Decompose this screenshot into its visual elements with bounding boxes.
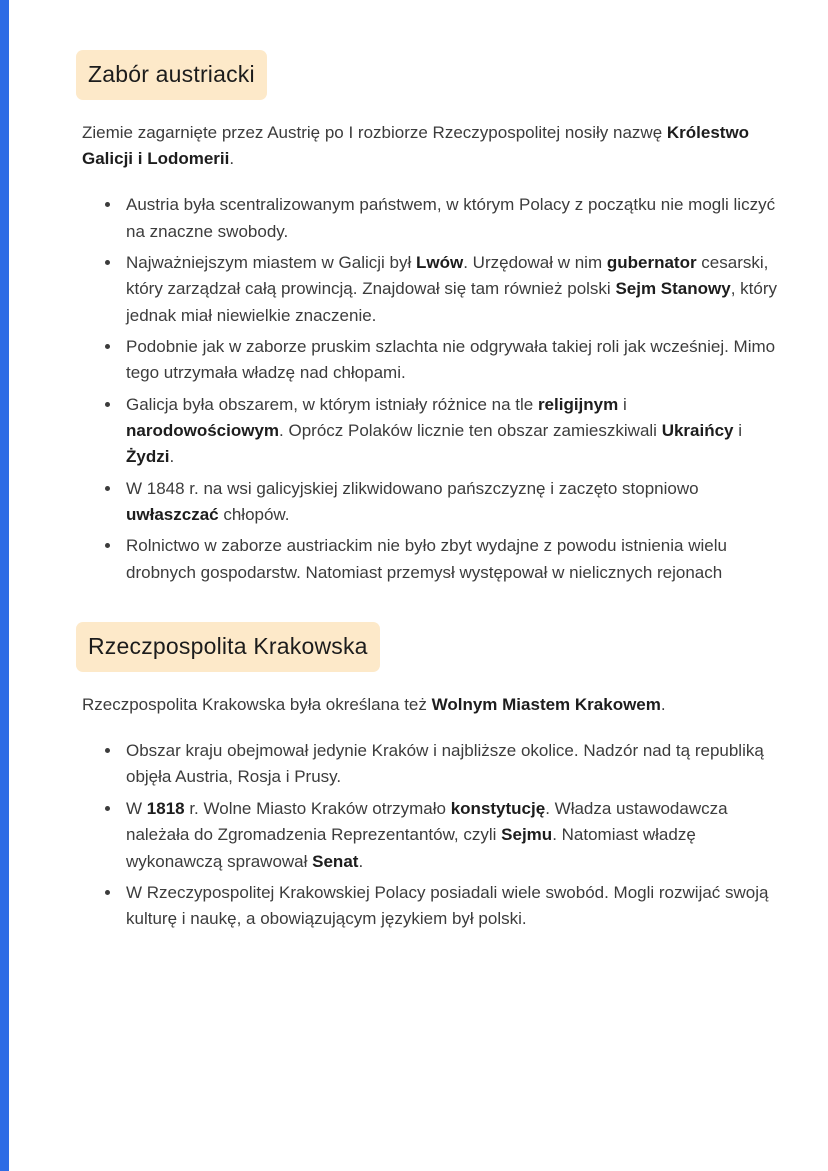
bullet-item <box>122 796 786 875</box>
text: W 1848 r. na wsi galicyjskiej zlikwidowano pańszczyznę i zaczęto stopniowo <box>126 478 699 498</box>
bullet-item <box>122 533 786 586</box>
section-rzeczpospolita-krakowska <box>76 622 786 932</box>
text: Ziemie zagarnięte przez Austrię po I rozbiorze Rzeczypospolitej nosiły nazwę <box>82 122 667 142</box>
section-heading-highlight: Zabór austriacki <box>76 50 267 100</box>
bold-text: konstytucję <box>450 798 546 818</box>
section-heading <box>76 622 786 672</box>
bold-text: Sejm Stanowy <box>615 279 731 299</box>
text: . Natomiast władzę wykonawczą sprawował <box>126 825 696 871</box>
bullet-item <box>122 880 786 933</box>
bullet-item <box>122 392 786 471</box>
section-intro <box>82 120 782 173</box>
bold-text: religijnym <box>537 394 619 414</box>
text: Rolnictwo w zaborze austriackim nie było zbyt wydajne z powodu istnienia wielu drobnych gospodarstw. Natomiast przemysł występował w nielicznych rejonach <box>126 536 727 582</box>
bold-text: narodowościowym <box>126 421 280 441</box>
bullet-list <box>106 738 786 932</box>
text: Galicja była obszarem, w którym istniały różnice na tle <box>126 394 538 414</box>
bullet-item <box>122 738 786 791</box>
left-accent-bar <box>0 0 9 1171</box>
text: Najważniejszym miastem w Galicji był <box>126 253 417 273</box>
bold-text: uwłaszczać <box>126 505 219 525</box>
text: . Oprócz Polaków licznie ten obszar zamieszkiwali <box>279 421 662 441</box>
text: Rzeczpospolita Krakowska była określana też <box>82 694 432 714</box>
bold-text: Żydzi <box>126 447 170 467</box>
text: Obszar kraju obejmował jedynie Kraków i najbliższe okolice. Nadzór nad tą republiką objęła Austria, Rosja i Prusy. <box>126 741 764 787</box>
bold-text: Ukraińcy <box>661 421 734 441</box>
text: Austria była scentralizowanym państwem, w którym Polacy z początku nie mogli liczyć na znaczne swobody. <box>126 195 776 241</box>
bold-text: Senat <box>312 851 359 871</box>
text: , który jednak miał niewielkie znaczenie. <box>126 279 777 325</box>
section-intro <box>82 692 782 718</box>
bold-text: Królestwo Galicji i Lodomerii <box>82 122 750 168</box>
bullet-item <box>122 250 786 329</box>
text: i <box>733 421 743 441</box>
bullet-item <box>122 476 786 529</box>
text: i <box>618 394 627 414</box>
section-heading <box>76 50 786 100</box>
bullet-list <box>106 192 786 586</box>
text: . Władza ustawodawcza należała do Zgromadzenia Reprezentantów, czyli <box>126 798 728 845</box>
bold-text: Lwów <box>416 253 464 273</box>
section-zabor-austriacki <box>76 50 786 586</box>
text: r. Wolne Miasto Kraków otrzymało <box>184 798 451 818</box>
bold-text: Wolnym Miastem Krakowem <box>431 694 661 714</box>
text: W <box>126 798 147 818</box>
text: . <box>358 851 364 871</box>
bold-text: gubernator <box>606 253 697 273</box>
bullet-item <box>122 334 786 387</box>
bold-text: 1818 <box>146 798 185 818</box>
bold-text: Sejmu <box>501 825 553 845</box>
text: chłopów. <box>218 505 290 525</box>
text: . <box>229 148 235 168</box>
text: . <box>169 447 175 467</box>
section-heading-highlight: Rzeczpospolita Krakowska <box>76 622 380 672</box>
text: . Urzędował w nim <box>463 253 607 273</box>
bullet-item <box>122 192 786 245</box>
text: cesarski, który zarządzał całą prowincją. Znajdował się tam również polski <box>126 253 769 299</box>
text: W Rzeczypospolitej Krakowskiej Polacy posiadali wiele swobód. Mogli rozwijać swoją kulturę i naukę, a obowiązującym językiem był polski. <box>126 882 769 929</box>
text: Podobnie jak w zaborze pruskim szlachta nie odgrywała takiej roli jak wcześniej. Mimo tego utrzymała władzę nad chłopami. <box>126 337 776 383</box>
text: . <box>660 694 666 714</box>
